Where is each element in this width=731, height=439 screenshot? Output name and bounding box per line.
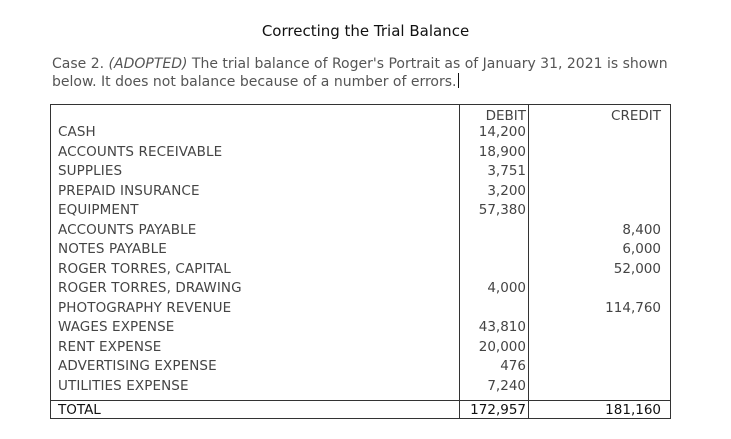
table-row xyxy=(51,318,670,337)
account-name: ADVERTISING EXPENSE xyxy=(58,358,217,374)
table-row xyxy=(51,182,670,201)
table-row xyxy=(51,123,670,142)
account-name: WAGES EXPENSE xyxy=(58,319,175,335)
table-row xyxy=(51,279,670,298)
account-name: ROGER TORRES, CAPITAL xyxy=(58,260,231,277)
table-row xyxy=(51,260,670,279)
account-name: EQUIPMENT xyxy=(58,202,139,218)
table-row xyxy=(51,162,670,181)
debit-value: 3,200 xyxy=(487,182,526,199)
debit-value: 3,751 xyxy=(487,163,526,179)
table-row xyxy=(51,338,670,357)
account-name: ROGER TORRES, DRAWING xyxy=(58,280,242,296)
page-title: Correcting the Trial Balance xyxy=(261,22,470,40)
debit-value: 7,240 xyxy=(487,377,526,394)
adopted-tag: (ADOPTED) xyxy=(108,56,188,72)
credit-value: 6,000 xyxy=(622,241,661,257)
text-cursor xyxy=(458,73,459,88)
account-name: ACCOUNTS RECEIVABLE xyxy=(58,143,223,160)
account-name: RENT EXPENSE xyxy=(58,338,162,355)
total-debit: 172,957 xyxy=(470,402,526,418)
debit-value: 18,900 xyxy=(478,143,526,160)
account-name: PREPAID INSURANCE xyxy=(58,182,200,199)
table-row xyxy=(51,201,670,220)
account-name: CASH xyxy=(58,124,96,140)
account-name: NOTES PAYABLE xyxy=(58,241,167,257)
account-name: SUPPLIES xyxy=(58,163,123,179)
table-row xyxy=(51,240,670,259)
intro-paragraph[interactable] xyxy=(52,56,672,91)
debit-value: 43,810 xyxy=(478,319,526,335)
total-credit: 181,160 xyxy=(605,402,661,418)
credit-value: 52,000 xyxy=(613,260,661,277)
trial-balance-table xyxy=(50,104,671,419)
table-row xyxy=(51,221,670,240)
table-row xyxy=(51,143,670,162)
account-name: ACCOUNTS PAYABLE xyxy=(58,221,197,238)
debit-value: 14,200 xyxy=(478,124,526,140)
debit-value: 57,380 xyxy=(478,202,526,218)
total-row xyxy=(51,400,670,420)
credit-value: 8,400 xyxy=(622,221,661,238)
intro-text: The trial balance of Roger's Portrait as of January 31, 2021 is shown below. It does not balance because of a number of errors. xyxy=(52,56,668,90)
table-row xyxy=(51,299,670,318)
account-name: UTILITIES EXPENSE xyxy=(58,377,189,394)
total-label: TOTAL xyxy=(58,402,101,418)
table-row xyxy=(51,357,670,376)
credit-value: 114,760 xyxy=(605,299,661,316)
table-row xyxy=(51,377,670,396)
account-name: PHOTOGRAPHY REVENUE xyxy=(58,299,232,316)
debit-value: 476 xyxy=(500,358,526,374)
debit-value: 20,000 xyxy=(478,338,526,355)
credit-header: CREDIT xyxy=(611,108,661,124)
case-label: Case 2. xyxy=(52,56,105,72)
debit-value: 4,000 xyxy=(487,280,526,296)
debit-header: DEBIT xyxy=(485,108,526,124)
